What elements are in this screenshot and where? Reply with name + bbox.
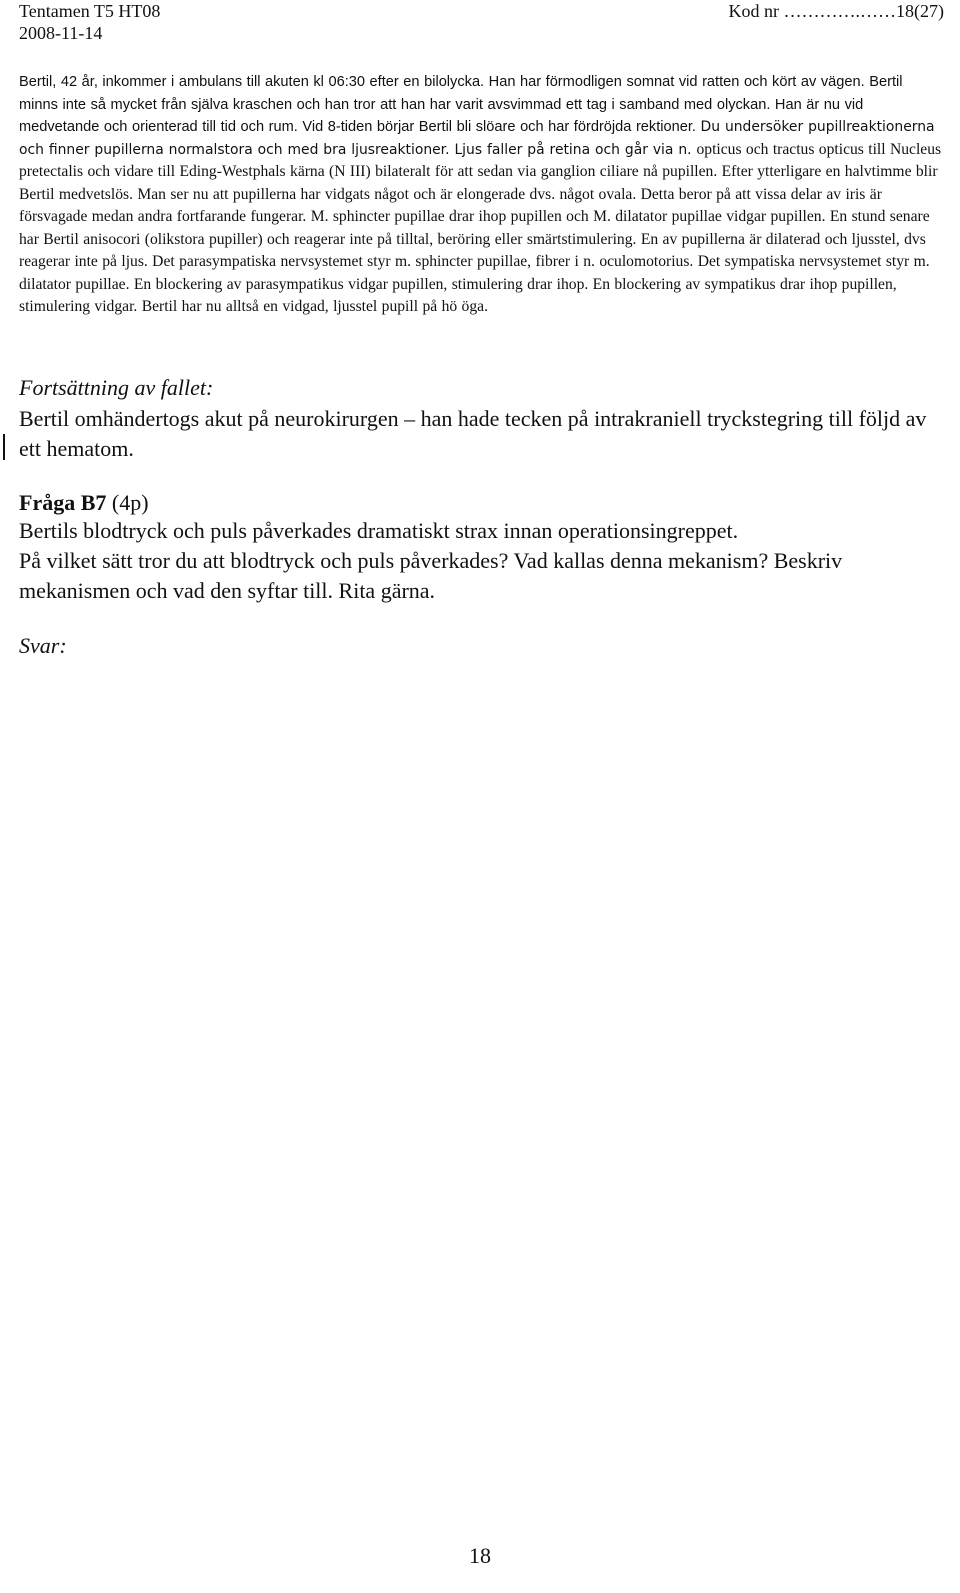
question-line-1: Bertils blodtryck och puls påverkades dramatiskt strax innan operationsingreppet. bbox=[19, 518, 739, 543]
case-segment-2: Vid 8-tiden börjar Bertil bli slöare och har fördröjda rektioner. bbox=[302, 119, 701, 135]
continuation-text: Bertil omhändertogs akut på neurokirurgen – han hade tecken på intrakraniell tryckstegring till följd av ett hematom. bbox=[19, 406, 927, 461]
case-description bbox=[19, 71, 943, 319]
continuation-heading: Fortsättning av fallet: bbox=[19, 375, 214, 400]
case-segment-3: Du undersöker pupillreaktionerna och finner pupillerna normalstora och med bra ljusreaktioner. Ljus faller på retina och går via n. bbox=[19, 119, 935, 158]
exam-title: Tentamen T5 HT08 bbox=[19, 1, 161, 21]
case-segment-1: Bertil, 42 år, inkommer i ambulans till akuten kl 06:30 efter en bilolycka. Han har förmodligen somnat vid ratten och kört av vägen. Bertil minns inte så mycket från själva kraschen och han tror att han har varit avsvimmad ett tag i samband med olyckan. Han är nu vid medvetande och orienterad till tid och rum. bbox=[19, 74, 903, 135]
header-left bbox=[19, 0, 160, 44]
question-label: Fråga B7 bbox=[19, 490, 112, 515]
question-text bbox=[19, 516, 939, 606]
question-line-2: På vilket sätt tror du att blodtryck och puls påverkades? Vad kallas denna mekanism? Beskriv mekanismen och vad den syftar till. Rita gärna. bbox=[19, 548, 843, 603]
revision-bar bbox=[3, 434, 5, 460]
question-points: (4p) bbox=[111, 490, 149, 515]
exam-code: Kod nr ………….……18(27) bbox=[728, 1, 944, 21]
question-heading bbox=[19, 488, 149, 518]
page-number: 18 bbox=[469, 1543, 491, 1568]
header-right bbox=[729, 0, 944, 22]
exam-date: 2008-11-14 bbox=[19, 23, 103, 43]
case-segment-4: opticus och tractus opticus till Nucleus pretectalis och vidare till Eding-Westphals kärna (N III) bilateralt för att sedan via ganglion ciliare nå pupillen. Efter ytterligare en halvtimme blir Bertil medvetslös. Man ser nu att pupillerna har vidgats något och är elongerade dvs. något ovala. Detta beror på att vissa delar av iris är försvagade medan andra fortfarande fungerar. M. sphincter pupillae drar ihop pupillen och M. dilatator pupillae vidgar pupillen. En stund senare har Bertil anisocori (olikstora pupiller) och reagerar inte på tilltal, beröring eller smärtstimulering. En av pupillerna är dilaterad och ljusstel, dvs reagerar inte på ljus. Det parasympatiska nervsystemet styr m. sphincter pupillae, fibrer i n. oculomotorius. Det sympatiska nervsystemet styr m. dilatator pupillae. En blockering av parasympatikus vidgar pupillen, stimulering drar ihop. En blockering av sympatikus drar ihop pupillen, stimulering vidgar. Bertil har nu alltså en vidgad, ljusstel pupill på hö öga. bbox=[19, 140, 942, 315]
answer-label: Svar: bbox=[19, 633, 67, 658]
